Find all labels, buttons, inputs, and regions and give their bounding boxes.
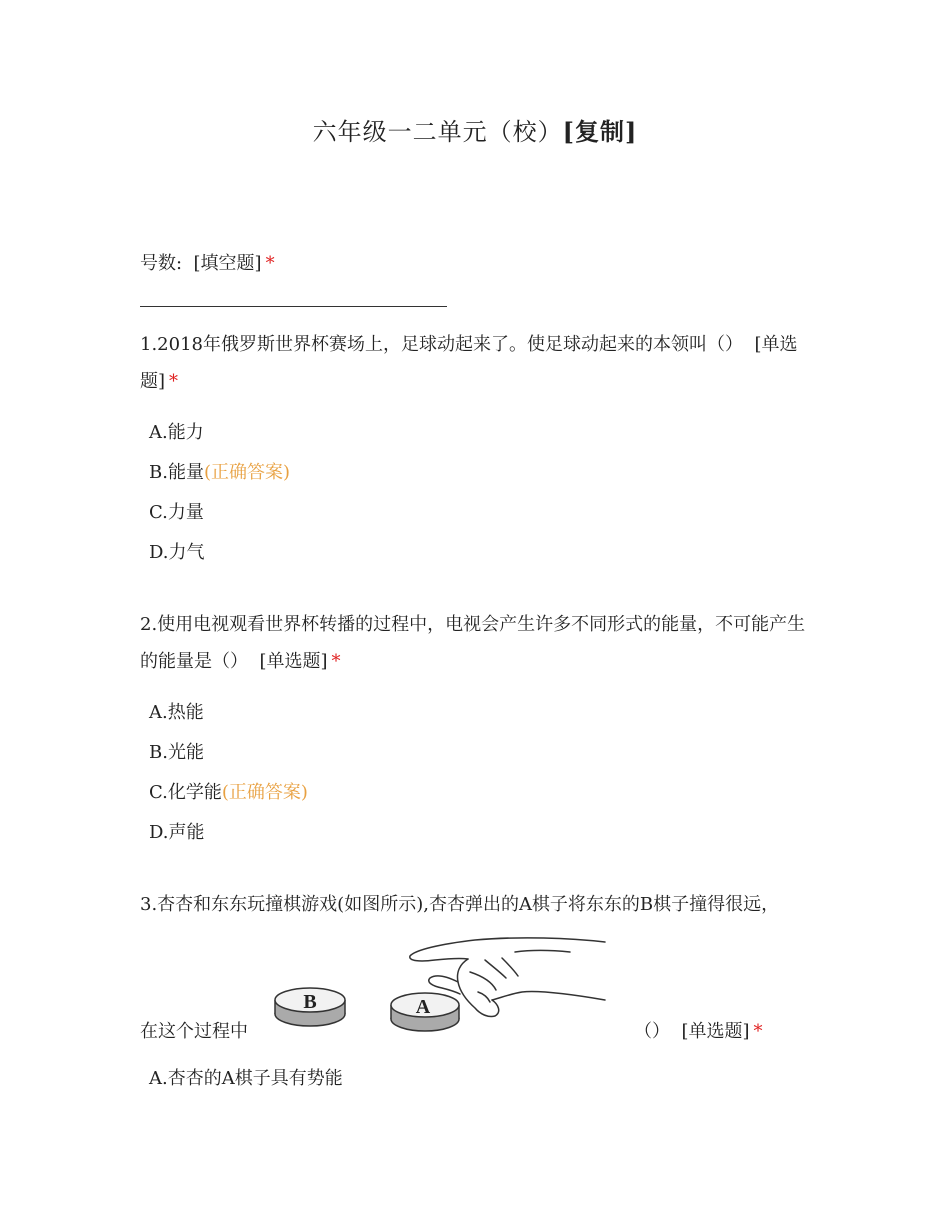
q1-option-a[interactable]: A.能力 <box>149 422 204 443</box>
question-1 <box>140 326 810 400</box>
page-title <box>0 112 950 147</box>
required-mark: * <box>265 253 275 274</box>
q1-option-d[interactable]: D.力气 <box>149 542 205 563</box>
correct-answer-note: (正确答案) <box>221 782 308 803</box>
fill-in-blank-line[interactable] <box>140 306 447 307</box>
correct-answer-note: (正确答案) <box>203 462 290 483</box>
q2-option-d[interactable]: D.声能 <box>149 822 205 843</box>
question-type: [填空题] <box>193 253 262 274</box>
question-3 <box>140 886 810 923</box>
question-2-text: 2.使用电视观看世界杯转播的过程中，电视会产生许多不同形式的能量，不可能产生的能量是（） <box>140 614 806 672</box>
required-mark: * <box>331 651 341 672</box>
question-3-tail <box>634 1017 763 1043</box>
q2-option-b[interactable]: B.光能 <box>149 742 204 763</box>
question-1-type: [单选题] <box>140 334 798 392</box>
q1-option-b[interactable] <box>149 458 290 484</box>
q2-option-c-label: C.化学能 <box>149 782 222 803</box>
flick-chess-figure <box>270 932 610 1032</box>
required-mark: * <box>169 371 179 392</box>
piece-b-label: B <box>303 991 317 1013</box>
question-2-type: [单选题] <box>259 651 328 672</box>
q1-option-c[interactable]: C.力量 <box>149 502 204 523</box>
title-suffix: [复制] <box>562 117 638 146</box>
question-3-paren: （） <box>634 1021 670 1042</box>
question-3-text: 3.杏杏和东东玩撞棋游戏(如图所示),杏杏弹出的A棋子将东东的B棋子撞得很远， <box>140 894 780 915</box>
question-number <box>140 245 810 282</box>
piece-a-label: A <box>415 996 431 1018</box>
question-2 <box>140 606 810 680</box>
q3-option-a[interactable]: A.杏杏的A棋子具有势能 <box>149 1068 343 1089</box>
title-main: 六年级一二单元（校） <box>312 118 563 146</box>
required-mark: * <box>753 1021 763 1042</box>
question-label: 号数: <box>140 253 183 274</box>
q2-option-c[interactable] <box>149 778 308 804</box>
q1-option-b-label: B.能量 <box>149 462 204 483</box>
q2-option-a[interactable]: A.热能 <box>149 702 204 723</box>
question-1-text: 1.2018年俄罗斯世界杯赛场上，足球动起来了。使足球动起来的本领叫（） <box>140 334 743 355</box>
question-3-type: [单选题] <box>681 1021 750 1042</box>
question-3-lead: 在这个过程中 <box>140 1021 248 1042</box>
